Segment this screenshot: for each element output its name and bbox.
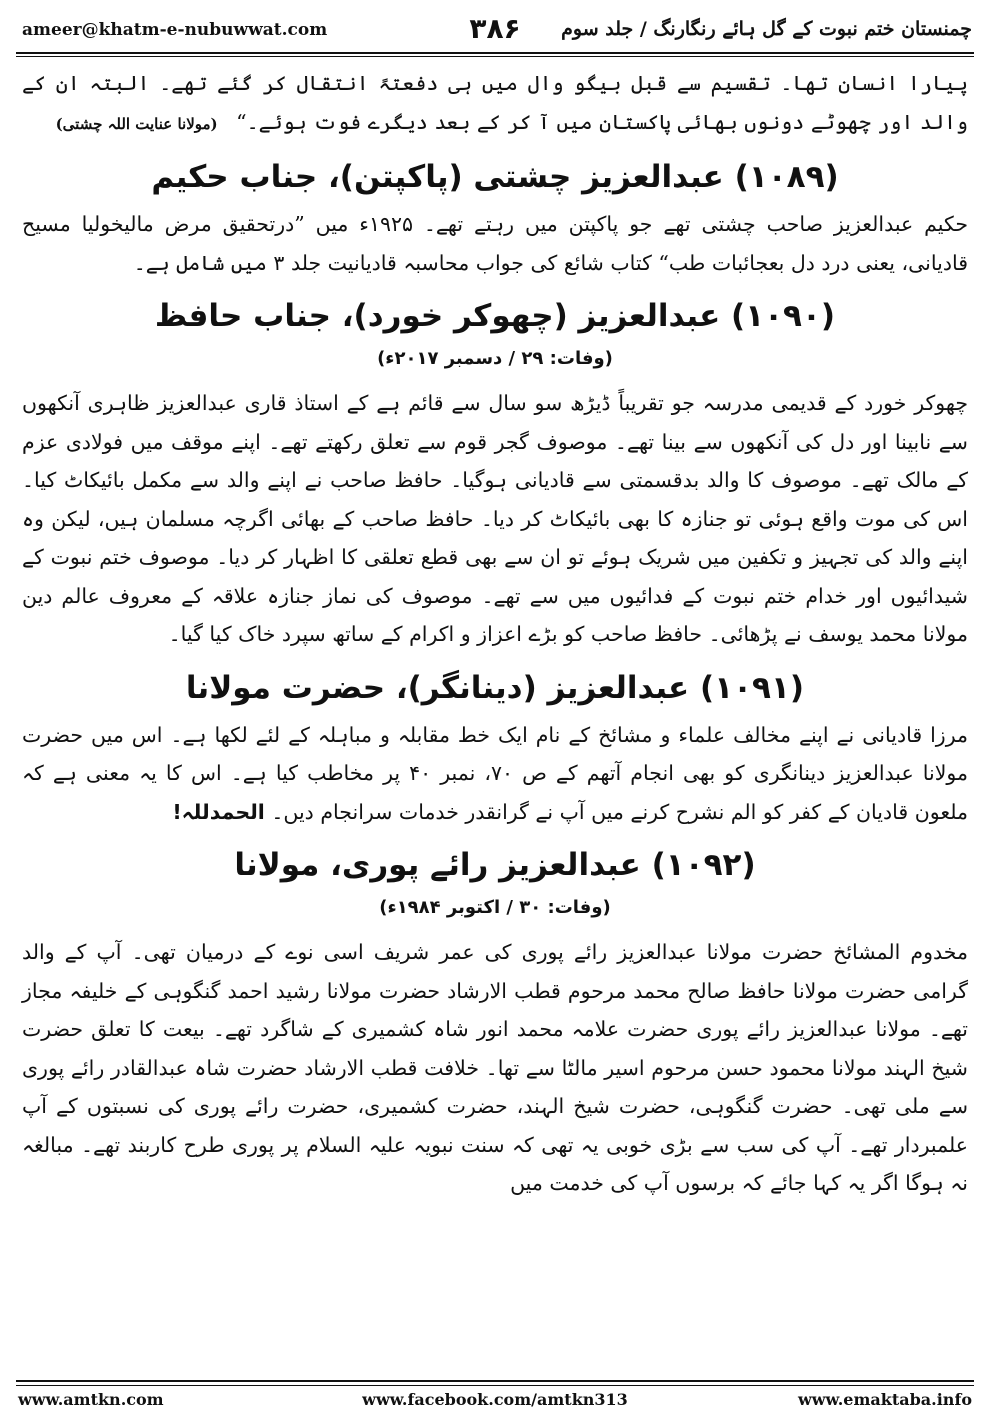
page-footer (18, 1390, 972, 1414)
footer-rule-thin (16, 1385, 974, 1386)
entry-heading-1089: (۱۰۸۹) عبدالعزیز چشتی (پاکپتن)، جناب حکیم (151, 159, 839, 195)
footer-link-emaktaba[interactable]: www.emaktaba.info (798, 1390, 972, 1409)
entry-1092-death-date: (وفات: ۳۰ / اکتوبر ۱۹۸۴ء) (379, 897, 611, 918)
footer-rule (16, 1380, 974, 1382)
entry-heading-1091: (۱۰۹۱) عبدالعزیز (دینانگر)، حضرت مولانا (185, 669, 805, 706)
entry-1090-death-date: (وفات: ۲۹ / دسمبر ۲۰۱۷ء) (377, 348, 613, 369)
header-rule-thin (16, 56, 974, 57)
page-header (14, 8, 976, 50)
intro-attribution: (مولانا عنایت اللہ چشتی) (55, 114, 218, 133)
entry-1091-paragraph (22, 716, 968, 832)
page-content (22, 62, 968, 1368)
intro-text: پیارا انسان تھا۔ تقسیم سے قبل بیگو وال میں ہی دفعتہً انتقال کر گئے تھے۔ البتہ ان کے والد اور چھوٹے دونوں بھائی پاکستان میں آ کر کے بعد دیگرے فوت ہوئے۔“ (22, 71, 968, 134)
intro-paragraph (22, 64, 968, 143)
entry-1091-closing: الحمدللہ! (172, 799, 265, 824)
running-title: چمنستان ختم نبوت کے گل ہائے رنگارنگ / جلد سوم (561, 18, 972, 40)
entry-1092-paragraph: مخدوم المشائخ حضرت مولانا عبدالعزیز رائے پوری کی عمر شریف اسی نوے کے درمیان تھی۔ آپ کے والد گرامی حضرت مولانا حافظ صالح محمد مرحوم قطب الارشاد حضرت مولانا رشید احمد گنگوہی کے خلیفہ مجاز تھے۔ مولانا عبدالعزیز رائے پوری حضرت علامہ محمد انور شاہ کشمیری کے شاگرد تھے۔ بیعت کا تعلق حضرت شیخ الہند مولانا محمود حسن مرحوم اسیر مالٹا سے تھا۔ خلافت قطب الارشاد حضرت شاہ عبدالقادر رائے پوری سے ملی تھی۔ حضرت گنگوہی، حضرت شیخ الہند، حضرت کشمیری، حضرت رائے پوری کی نسبتوں کے آپ علمبردار تھے۔ آپ کی سب سے بڑی خوبی یہ تھی کہ سنت نبویہ علیہ السلام پر پوری طرح کاربند تھے۔ مبالغہ نہ ہوگا اگر یہ کہا جائے کہ برسوں آپ کی خدمت میں (22, 940, 968, 1195)
entry-1089-paragraph: حکیم عبدالعزیز صاحب چشتی تھے جو پاکپتن میں رہتے تھے۔ ۱۹۲۵ء میں ”درتحقیق مرض مالیخولیا مسیح قادیانی، یعنی درد دل بعجائبات طب“ کتاب شائع کی جواب محاسبہ قادیانیت جلد ۳ میں شامل ہے۔ (22, 212, 968, 275)
entry-1090-paragraph: چھوکر خورد کے قدیمی مدرسہ جو تقریباً ڈیڑھ سو سال سے قائم ہے کے استاذ قاری عبدالعزیز ظاہری آنکھوں سے نابینا اور دل کی آنکھوں سے بینا تھے۔ موصوف گجر قوم سے تعلق رکھتے تھے۔ اپنے موقف میں فولادی عزم کے مالک تھے۔ موصوف کا والد بدقسمتی سے قادیانی ہوگیا۔ حافظ صاحب نے اپنے والد سے مکمل بائیکاٹ کیا۔ اس کی موت واقع ہوئی تو جنازہ کا بھی بائیکاٹ کر دیا۔ حافظ صاحب کے بھائی اگرچہ مسلمان ہیں، لیکن وہ اپنے والد کی تجہیز و تکفین میں شریک ہوئے تو ان سے بھی قطع تعلقی کا اظہار کر دیا۔ موصوف ختم نبوت کے شیدائیوں اور خدام ختم نبوت کے فدائیوں میں سے تھے۔ موصوف کی نماز جنازہ علاقہ کے معروف عالم دین مولانا محمد یوسف نے پڑھائی۔ حافظ صاحب کو بڑے اعزاز و اکرام کے ساتھ سپرد خاک کیا گیا۔ (22, 391, 968, 646)
page-number: ۳۸۶ (469, 12, 521, 45)
entry-heading-1092: (۱۰۹۲) عبدالعزیز رائے پوری، مولانا (234, 847, 756, 883)
header-email: ameer@khatm-e-nubuwwat.com (22, 20, 328, 40)
footer-link-amtkn[interactable]: www.amtkn.com (18, 1390, 164, 1409)
header-rule (16, 52, 974, 54)
entry-1091-text: مرزا قادیانی نے اپنے مخالف علماء و مشائخ کے نام ایک خط مقابلہ و مباہلہ کے لئے لکھا ہے۔ اس میں حضرت مولانا عبدالعزیز دینانگری کو بھی انجام آتھم کے ص ۷۰، نمبر ۴۰ پر مخاطب کیا ہے۔ اس کا یہ معنی ہے کہ ملعون قادیان کے کفر کو الم نشرح کرنے میں آپ نے گرانقدر خدمات سرانجام دیں۔ (22, 722, 968, 824)
entry-heading-1090: (۱۰۹۰) عبدالعزیز (چھوکر خورد)، جناب حافظ (154, 298, 836, 334)
footer-link-facebook[interactable]: www.facebook.com/amtkn313 (362, 1390, 628, 1409)
